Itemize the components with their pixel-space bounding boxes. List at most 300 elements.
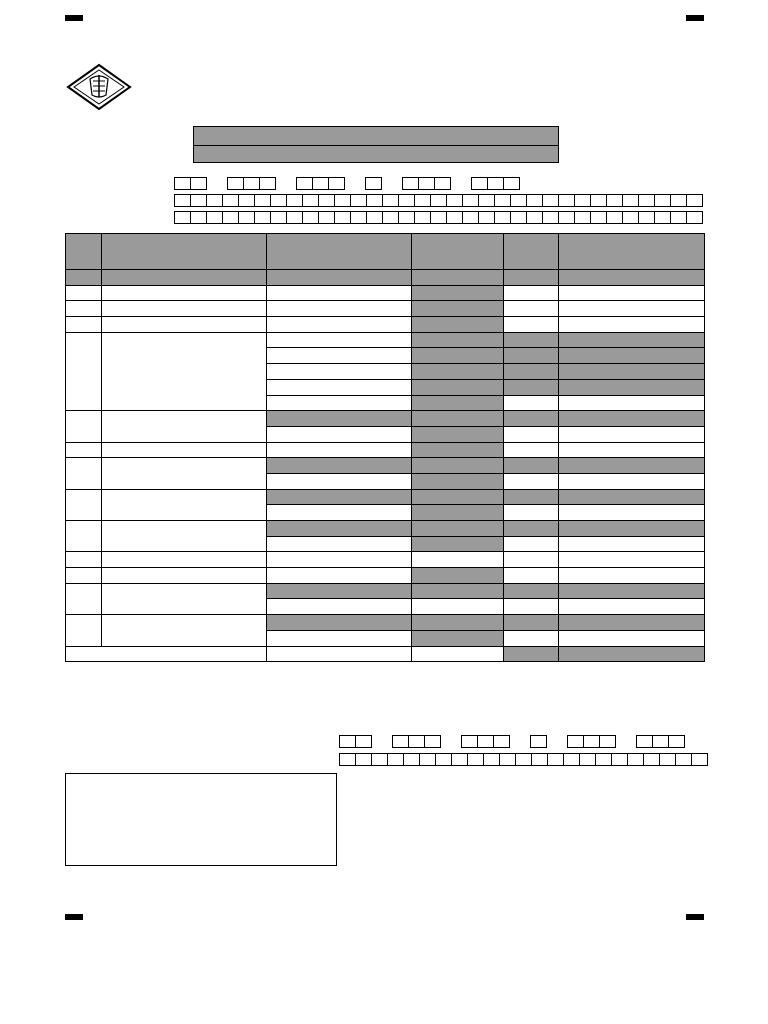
bruto-cell[interactable] — [267, 473, 412, 489]
row-number — [66, 552, 102, 568]
col-header-bruto — [267, 234, 412, 270]
char-box[interactable] — [350, 194, 367, 207]
neto-cell — [412, 521, 504, 537]
char-box[interactable] — [398, 194, 415, 207]
pph-cell — [559, 379, 705, 395]
pph-cell[interactable] — [559, 630, 705, 646]
char-box[interactable] — [583, 735, 600, 748]
bruto-cell[interactable] — [267, 568, 412, 584]
pph-cell[interactable] — [559, 473, 705, 489]
char-box[interactable] — [334, 211, 351, 224]
tarif-cell — [504, 348, 559, 364]
row-description — [102, 426, 267, 442]
tarif-cell — [504, 458, 559, 474]
bruto-cell[interactable] — [267, 505, 412, 521]
char-box[interactable] — [686, 194, 703, 207]
table-row — [66, 364, 705, 380]
char-box[interactable] — [328, 177, 345, 190]
char-box[interactable] — [494, 194, 511, 207]
bruto-cell[interactable] — [267, 348, 412, 364]
bruto-cell[interactable] — [267, 364, 412, 380]
col-header-tarif — [504, 234, 559, 270]
corner-mark — [65, 15, 83, 21]
row-description — [102, 301, 267, 317]
char-box[interactable] — [270, 194, 287, 207]
tarif-cell[interactable] — [504, 536, 559, 552]
char-box[interactable] — [243, 177, 260, 190]
char-box[interactable] — [595, 753, 612, 766]
npwp-segment[interactable] — [471, 177, 519, 190]
row-number — [66, 521, 102, 537]
neto-cell[interactable] — [412, 599, 504, 615]
char-box[interactable] — [190, 211, 207, 224]
npwp-segment[interactable] — [339, 735, 371, 748]
char-box[interactable] — [451, 753, 468, 766]
char-box[interactable] — [206, 211, 223, 224]
neto-cell — [412, 348, 504, 364]
char-box[interactable] — [382, 194, 399, 207]
row-description — [102, 489, 267, 505]
row-number — [66, 505, 102, 521]
row-number — [66, 379, 102, 395]
char-box[interactable] — [408, 735, 425, 748]
char-box[interactable] — [238, 211, 255, 224]
char-box[interactable] — [638, 211, 655, 224]
npwp-segment[interactable] — [567, 735, 615, 748]
char-box[interactable] — [398, 211, 415, 224]
tarif-cell — [504, 332, 559, 348]
neto-cell — [412, 395, 504, 411]
neto-cell — [412, 505, 504, 521]
char-box[interactable] — [371, 753, 388, 766]
row-number — [66, 615, 102, 631]
row-number — [66, 489, 102, 505]
col-header-no — [66, 234, 102, 270]
char-box[interactable] — [414, 194, 431, 207]
char-box[interactable] — [510, 194, 527, 207]
char-box[interactable] — [302, 194, 319, 207]
char-box[interactable] — [670, 194, 687, 207]
bruto-cell[interactable] — [267, 552, 412, 568]
row-number — [66, 473, 102, 489]
char-box[interactable] — [402, 177, 419, 190]
row-description — [102, 364, 267, 380]
table-row — [66, 395, 705, 411]
row-description — [102, 458, 267, 474]
row-description — [102, 599, 267, 615]
row-description — [102, 379, 267, 395]
char-box[interactable] — [668, 735, 685, 748]
char-box[interactable] — [542, 194, 559, 207]
total-pph-cell — [559, 646, 705, 662]
char-box[interactable] — [558, 211, 575, 224]
tarif-cell[interactable] — [504, 599, 559, 615]
char-box[interactable] — [387, 753, 404, 766]
bruto-cell[interactable] — [267, 599, 412, 615]
notes-box — [65, 773, 337, 866]
char-box[interactable] — [461, 735, 478, 748]
neto-cell — [412, 583, 504, 599]
char-box[interactable] — [296, 177, 313, 190]
tarif-cell[interactable] — [504, 285, 559, 301]
char-box[interactable] — [622, 194, 639, 207]
pph-cell — [559, 615, 705, 631]
char-box[interactable] — [636, 735, 653, 748]
table-row — [66, 442, 705, 458]
char-box[interactable] — [526, 211, 543, 224]
pph-cell — [559, 458, 705, 474]
col-number — [504, 270, 559, 286]
char-box[interactable] — [542, 211, 559, 224]
char-box[interactable] — [355, 753, 372, 766]
char-box[interactable] — [190, 194, 207, 207]
neto-cell — [412, 317, 504, 333]
npwp-segment[interactable] — [402, 177, 450, 190]
pph-cell[interactable] — [559, 568, 705, 584]
char-box[interactable] — [430, 211, 447, 224]
char-box[interactable] — [403, 753, 420, 766]
pph-cell — [559, 521, 705, 537]
char-box[interactable] — [622, 211, 639, 224]
row-number — [66, 536, 102, 552]
char-box[interactable] — [419, 753, 436, 766]
pph-cell[interactable] — [559, 301, 705, 317]
table-row — [66, 521, 705, 537]
char-box[interactable] — [686, 211, 703, 224]
char-box[interactable] — [590, 211, 607, 224]
table-row — [66, 379, 705, 395]
pph-cell — [559, 489, 705, 505]
table-row — [66, 411, 705, 427]
row-number — [66, 332, 102, 348]
row-description — [102, 568, 267, 584]
char-box[interactable] — [286, 211, 303, 224]
neto-cell — [412, 332, 504, 348]
bruto-cell[interactable] — [267, 536, 412, 552]
char-box[interactable] — [652, 735, 669, 748]
char-box[interactable] — [515, 753, 532, 766]
bruto-cell[interactable] — [267, 442, 412, 458]
char-box[interactable] — [691, 753, 708, 766]
tarif-cell[interactable] — [504, 426, 559, 442]
bruto-cell[interactable] — [267, 379, 412, 395]
col-header-neto — [412, 234, 504, 270]
row-description — [102, 473, 267, 489]
char-box[interactable] — [254, 211, 271, 224]
neto-cell — [412, 489, 504, 505]
row-description — [102, 536, 267, 552]
table-row — [66, 552, 705, 568]
tarif-cell[interactable] — [504, 473, 559, 489]
row-description — [102, 332, 267, 348]
row-description — [102, 395, 267, 411]
table-row — [66, 301, 705, 317]
char-box[interactable] — [238, 194, 255, 207]
title-box — [193, 126, 559, 163]
corner-mark — [65, 914, 83, 920]
nama-input-boxes[interactable] — [174, 194, 702, 207]
char-box[interactable] — [462, 194, 479, 207]
table-row — [66, 458, 705, 474]
bruto-cell[interactable] — [267, 630, 412, 646]
row-description — [102, 317, 267, 333]
char-box[interactable] — [526, 194, 543, 207]
table-row — [66, 489, 705, 505]
char-box[interactable] — [446, 211, 463, 224]
char-box[interactable] — [558, 194, 575, 207]
char-box[interactable] — [531, 753, 548, 766]
table-row — [66, 317, 705, 333]
bruto-cell — [267, 489, 412, 505]
char-box[interactable] — [424, 735, 441, 748]
bruto-cell[interactable] — [267, 426, 412, 442]
char-box[interactable] — [670, 211, 687, 224]
tarif-cell[interactable] — [504, 630, 559, 646]
bruto-cell — [267, 583, 412, 599]
bruto-cell — [267, 458, 412, 474]
table-row — [66, 583, 705, 599]
row-number — [66, 317, 102, 333]
col-number — [559, 270, 705, 286]
char-box[interactable] — [477, 735, 494, 748]
neto-cell — [412, 411, 504, 427]
col-header-uraian — [102, 234, 267, 270]
char-box[interactable] — [227, 177, 244, 190]
char-box[interactable] — [590, 194, 607, 207]
table-row — [66, 599, 705, 615]
char-box[interactable] — [366, 194, 383, 207]
char-box[interactable] — [611, 753, 628, 766]
char-box[interactable] — [659, 753, 676, 766]
char-box[interactable] — [478, 194, 495, 207]
neto-cell — [412, 301, 504, 317]
pph-cell — [559, 348, 705, 364]
char-box[interactable] — [318, 211, 335, 224]
char-box[interactable] — [599, 735, 616, 748]
char-box[interactable] — [355, 735, 372, 748]
char-box[interactable] — [206, 194, 223, 207]
table-row — [66, 536, 705, 552]
neto-cell — [412, 458, 504, 474]
char-box[interactable] — [222, 211, 239, 224]
table-row — [66, 630, 705, 646]
npwp-segment[interactable] — [392, 735, 440, 748]
table-row — [66, 473, 705, 489]
bruto-cell[interactable] — [267, 301, 412, 317]
row-number — [66, 583, 102, 599]
tarif-cell[interactable] — [504, 301, 559, 317]
neto-cell — [412, 615, 504, 631]
npwp-segment[interactable] — [174, 177, 206, 190]
char-box[interactable] — [654, 211, 671, 224]
pph-cell[interactable] — [559, 395, 705, 411]
char-box[interactable] — [414, 211, 431, 224]
bruto-cell[interactable] — [267, 332, 412, 348]
char-box[interactable] — [503, 177, 520, 190]
corner-mark — [686, 15, 704, 21]
tarif-cell — [504, 411, 559, 427]
char-box[interactable] — [487, 177, 504, 190]
tarif-cell[interactable] — [504, 568, 559, 584]
char-box[interactable] — [643, 753, 660, 766]
income-table — [65, 233, 705, 662]
npwp-segment[interactable] — [227, 177, 275, 190]
col-header-pph — [559, 234, 705, 270]
bruto-cell[interactable] — [267, 285, 412, 301]
char-box[interactable] — [430, 194, 447, 207]
char-box[interactable] — [350, 211, 367, 224]
char-box[interactable] — [435, 753, 452, 766]
col-number — [412, 270, 504, 286]
row-number — [66, 630, 102, 646]
npwp-segment[interactable] — [530, 735, 546, 748]
npwp-segment[interactable] — [296, 177, 344, 190]
row-number — [66, 348, 102, 364]
tarif-cell[interactable] — [504, 552, 559, 568]
npwp-segment[interactable] — [636, 735, 684, 748]
pph-cell[interactable] — [559, 552, 705, 568]
neto-cell — [412, 473, 504, 489]
tarif-cell — [504, 364, 559, 380]
char-box[interactable] — [574, 211, 591, 224]
row-number — [66, 442, 102, 458]
alamat-input-boxes[interactable] — [174, 211, 702, 224]
char-box[interactable] — [286, 194, 303, 207]
char-box[interactable] — [563, 753, 580, 766]
bruto-cell[interactable] — [267, 395, 412, 411]
char-box[interactable] — [675, 753, 692, 766]
char-box[interactable] — [270, 211, 287, 224]
row-number — [66, 426, 102, 442]
char-box[interactable] — [510, 211, 527, 224]
row-description — [102, 615, 267, 631]
tarif-cell — [504, 615, 559, 631]
neto-cell — [412, 285, 504, 301]
char-box[interactable] — [334, 194, 351, 207]
tarif-cell[interactable] — [504, 442, 559, 458]
char-box[interactable] — [392, 735, 409, 748]
char-box[interactable] — [530, 735, 547, 748]
char-box[interactable] — [339, 735, 356, 748]
total-row — [66, 646, 705, 662]
char-box[interactable] — [446, 194, 463, 207]
bruto-cell — [267, 615, 412, 631]
pph-cell[interactable] — [559, 599, 705, 615]
char-box[interactable] — [494, 211, 511, 224]
char-box[interactable] — [483, 753, 500, 766]
tarif-cell[interactable] — [504, 317, 559, 333]
table-row — [66, 568, 705, 584]
char-box[interactable] — [222, 194, 239, 207]
total-label — [66, 646, 267, 662]
row-description — [102, 285, 267, 301]
table-row — [66, 285, 705, 301]
pph-cell[interactable] — [559, 505, 705, 521]
total-neto-cell — [412, 646, 504, 662]
row-number — [66, 285, 102, 301]
tarif-cell — [504, 379, 559, 395]
npwp-segment[interactable] — [365, 177, 381, 190]
row-description — [102, 442, 267, 458]
ministry-logo-icon — [66, 63, 132, 116]
bruto-cell — [267, 411, 412, 427]
char-box[interactable] — [606, 211, 623, 224]
char-box[interactable] — [499, 753, 516, 766]
char-box[interactable] — [547, 753, 564, 766]
tarif-cell — [504, 583, 559, 599]
char-box[interactable] — [478, 211, 495, 224]
char-box[interactable] — [579, 753, 596, 766]
char-box[interactable] — [567, 735, 584, 748]
char-box[interactable] — [493, 735, 510, 748]
char-box[interactable] — [654, 194, 671, 207]
char-box[interactable] — [462, 211, 479, 224]
table-row — [66, 505, 705, 521]
row-number — [66, 568, 102, 584]
row-description — [102, 552, 267, 568]
pph-cell[interactable] — [559, 442, 705, 458]
tarif-cell[interactable] — [504, 395, 559, 411]
pph-cell[interactable] — [559, 317, 705, 333]
neto-cell[interactable] — [412, 552, 504, 568]
char-box[interactable] — [434, 177, 451, 190]
char-box[interactable] — [174, 177, 191, 190]
char-box[interactable] — [302, 211, 319, 224]
signature-line[interactable] — [433, 845, 437, 854]
char-box[interactable] — [318, 194, 335, 207]
bruto-cell[interactable] — [267, 317, 412, 333]
row-description — [102, 583, 267, 599]
char-box[interactable] — [638, 194, 655, 207]
total-bruto-cell[interactable] — [267, 646, 412, 662]
pph-cell — [559, 364, 705, 380]
char-box[interactable] — [339, 753, 356, 766]
char-box[interactable] — [259, 177, 276, 190]
char-box[interactable] — [190, 177, 207, 190]
char-box[interactable] — [382, 211, 399, 224]
row-description — [102, 521, 267, 537]
pph-cell[interactable] — [559, 536, 705, 552]
row-number — [66, 411, 102, 427]
char-box[interactable] — [312, 177, 329, 190]
tarif-cell — [504, 521, 559, 537]
table-row — [66, 348, 705, 364]
pph-cell[interactable] — [559, 426, 705, 442]
col-number — [102, 270, 267, 286]
row-number — [66, 395, 102, 411]
char-box[interactable] — [418, 177, 435, 190]
char-box[interactable] — [467, 753, 484, 766]
char-box[interactable] — [366, 211, 383, 224]
char-box[interactable] — [174, 194, 191, 207]
row-number — [66, 458, 102, 474]
char-box[interactable] — [254, 194, 271, 207]
char-box[interactable] — [471, 177, 488, 190]
table-row — [66, 332, 705, 348]
char-box[interactable] — [606, 194, 623, 207]
char-box[interactable] — [627, 753, 644, 766]
row-description — [102, 505, 267, 521]
npwp-segment[interactable] — [461, 735, 509, 748]
pemotong-nama-input-boxes[interactable] — [339, 753, 707, 766]
total-tarif-cell[interactable] — [504, 646, 559, 662]
char-box[interactable] — [174, 211, 191, 224]
table-row — [66, 426, 705, 442]
tarif-cell[interactable] — [504, 505, 559, 521]
char-box[interactable] — [574, 194, 591, 207]
char-box[interactable] — [365, 177, 382, 190]
pph-cell[interactable] — [559, 285, 705, 301]
